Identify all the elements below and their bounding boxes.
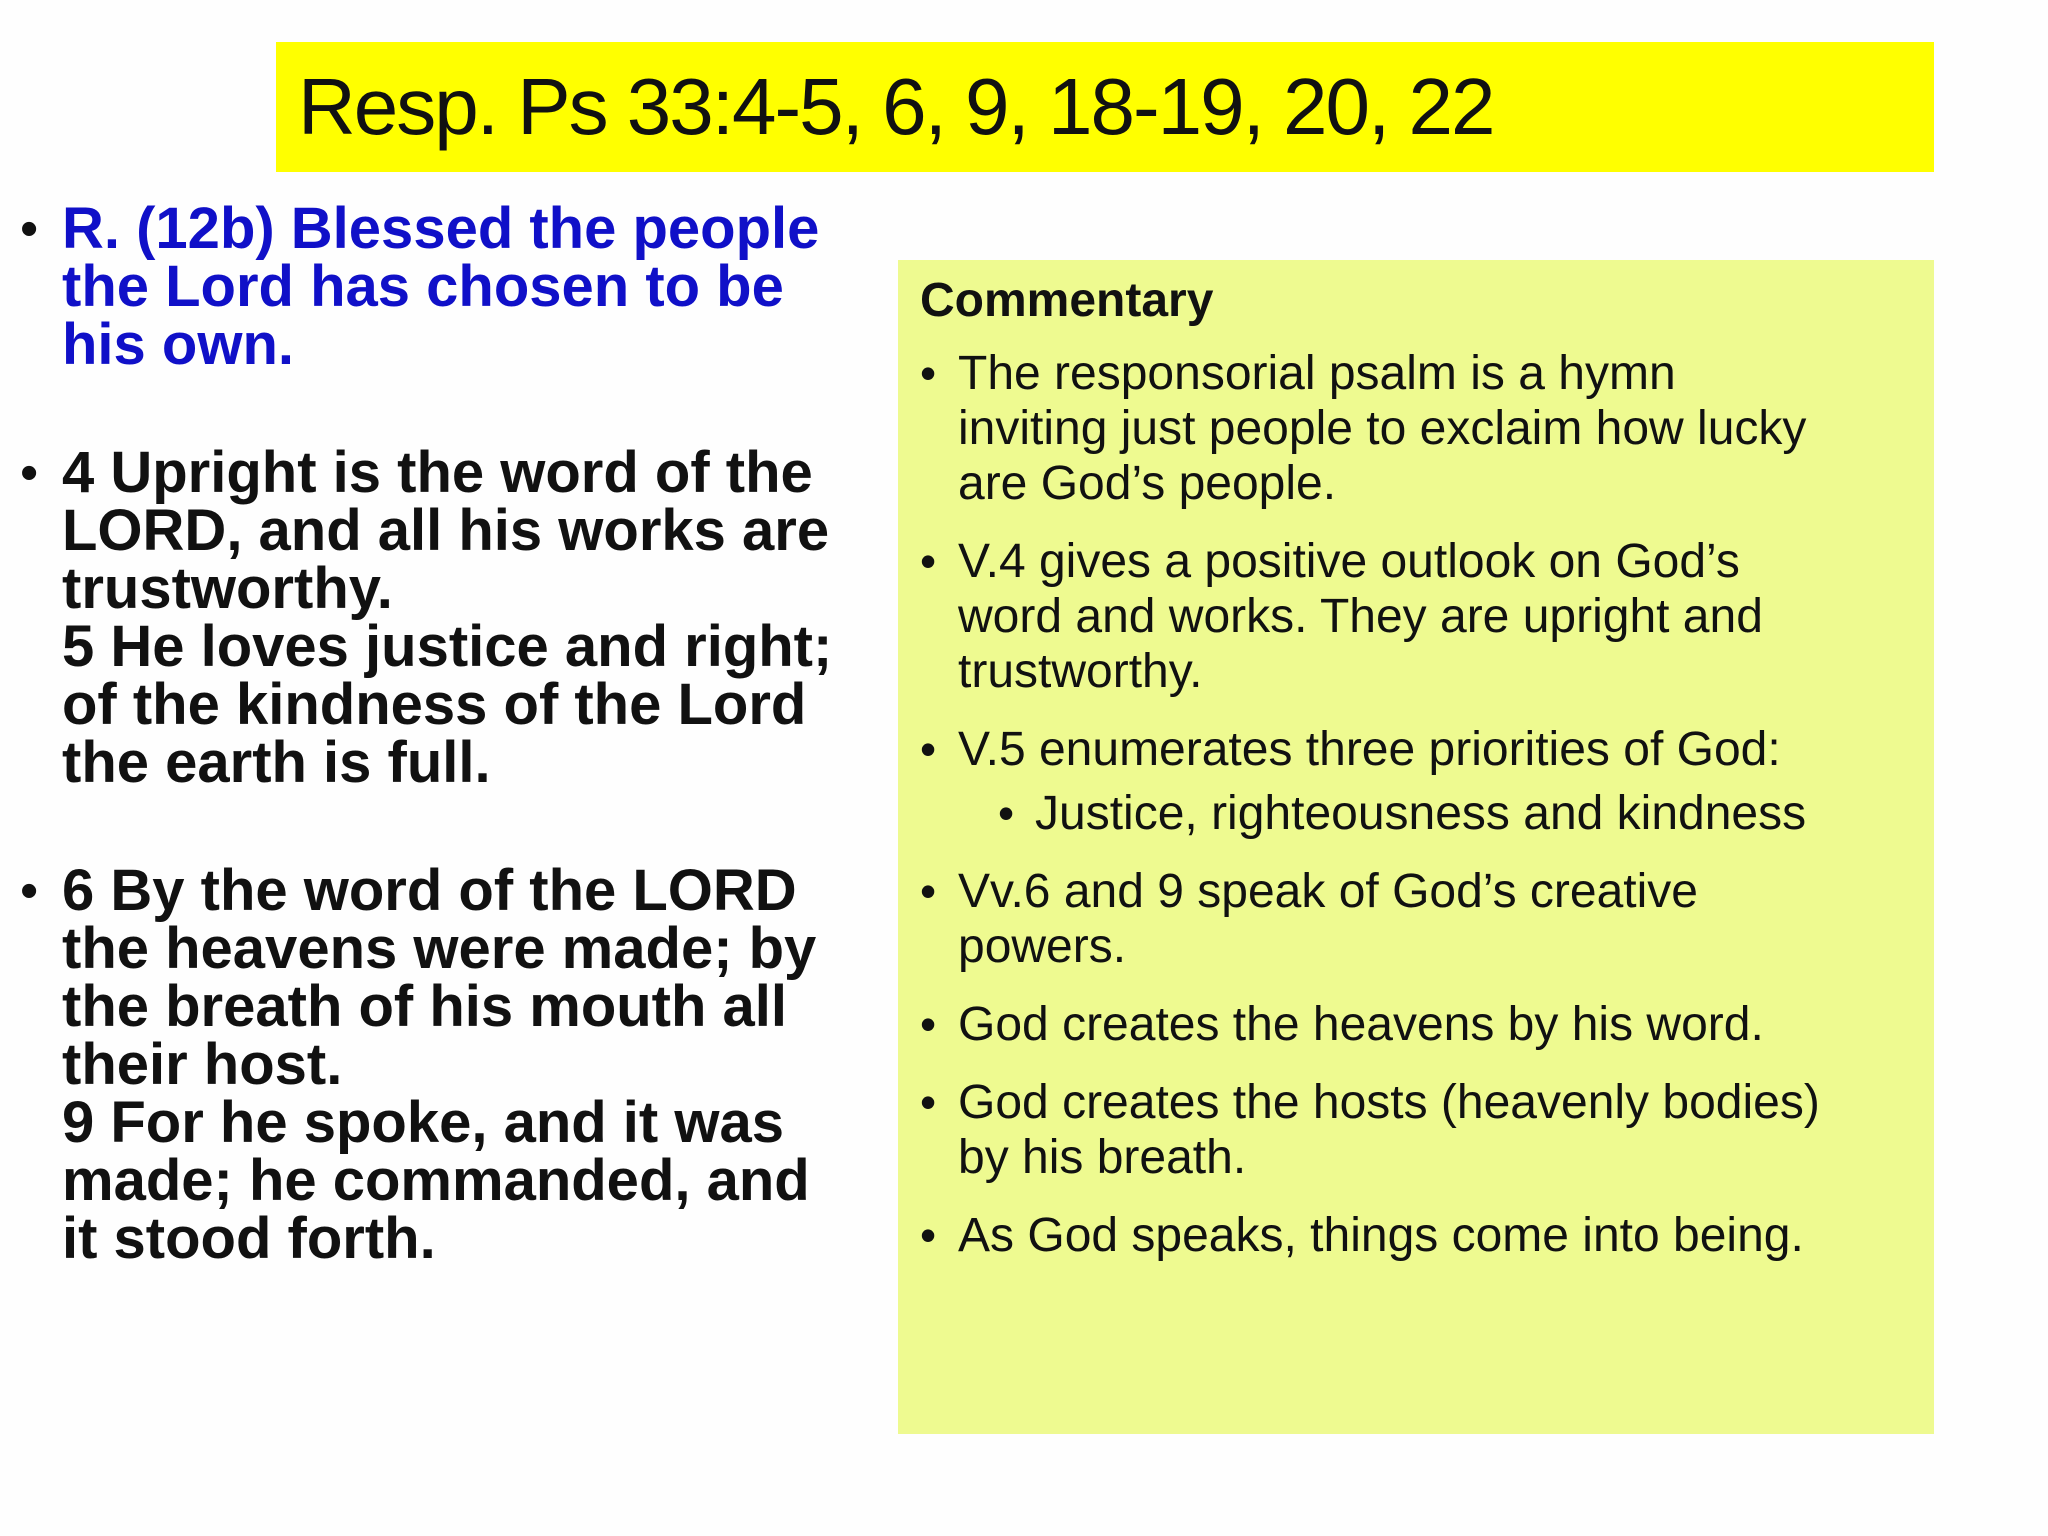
- bullet-icon: •: [20, 200, 39, 258]
- verse-line: made; he commanded, and: [62, 1148, 810, 1213]
- commentary-item: [920, 722, 1914, 777]
- verse-line: the earth is full.: [62, 730, 491, 795]
- commentary-line: As God speaks, things come into being.: [958, 1209, 1804, 1262]
- verse-line: their host.: [62, 1032, 343, 1097]
- refrain-line: the Lord has chosen to be: [62, 254, 784, 319]
- commentary-line: trustworthy.: [958, 645, 1203, 698]
- title-bar: [276, 42, 1934, 172]
- bullet-icon: •: [920, 347, 937, 399]
- verses-4-5-item: [20, 440, 880, 795]
- verse-line: 5 He loves justice and right;: [62, 614, 833, 679]
- commentary-item: [920, 346, 1914, 511]
- commentary-item: [920, 997, 1914, 1052]
- commentary-line: God creates the heavens by his word.: [958, 998, 1764, 1051]
- verse-line: the breath of his mouth all: [62, 974, 788, 1039]
- commentary-line: powers.: [958, 920, 1127, 973]
- bullet-icon: •: [920, 998, 937, 1050]
- commentary-box: [898, 260, 1934, 1434]
- verse-line: the heavens were made; by: [62, 916, 817, 981]
- commentary-line: The responsorial psalm is a hymn: [958, 347, 1676, 400]
- commentary-line: V.5 enumerates three priorities of God:: [958, 723, 1781, 776]
- verse-line: trustworthy.: [62, 556, 393, 621]
- commentary-line: inviting just people to exclaim how lucky: [958, 402, 1807, 455]
- bullet-icon: •: [20, 444, 39, 502]
- commentary-item: [920, 864, 1914, 974]
- bullet-icon: •: [20, 862, 39, 920]
- slide-title: Resp. Ps 33:4-5, 6, 9, 18-19, 20, 22: [298, 62, 1494, 151]
- verse-line: it stood forth.: [62, 1206, 436, 1271]
- commentary-line: Justice, righteousness and kindness: [1035, 787, 1807, 840]
- verse-line: LORD, and all his works are: [62, 498, 830, 563]
- commentary-item: [920, 1075, 1914, 1185]
- bullet-icon: •: [920, 1076, 937, 1128]
- verse-line: 6 By the word of the LORD: [62, 858, 797, 923]
- commentary-line: God creates the hosts (heavenly bodies): [958, 1076, 1820, 1129]
- commentary-heading: Commentary: [920, 274, 1214, 327]
- refrain-line: R. (12b) Blessed the people: [62, 196, 820, 261]
- bullet-icon: •: [920, 535, 937, 587]
- commentary-line: V.4 gives a positive outlook on God’s: [958, 535, 1740, 588]
- verses-6-9-item: [20, 858, 880, 1271]
- bullet-icon: •: [920, 1209, 937, 1261]
- refrain-line: his own.: [62, 312, 294, 377]
- commentary-item: [920, 1208, 1914, 1263]
- verse-line: 9 For he spoke, and it was: [62, 1090, 784, 1155]
- bullet-icon: •: [998, 787, 1015, 839]
- commentary-line: are God’s people.: [958, 457, 1337, 510]
- verse-line: 4 Upright is the word of the: [62, 440, 813, 505]
- verse-line: of the kindness of the Lord: [62, 672, 807, 737]
- commentary-subitem: [920, 786, 1914, 841]
- bullet-icon: •: [920, 723, 937, 775]
- psalm-verses: [20, 196, 880, 1338]
- bullet-icon: •: [920, 865, 937, 917]
- commentary-item: [920, 534, 1914, 699]
- commentary-line: by his breath.: [958, 1131, 1247, 1184]
- commentary-line: Vv.6 and 9 speak of God’s creative: [958, 865, 1698, 918]
- refrain-item: [20, 196, 880, 377]
- commentary-line: word and works. They are upright and: [958, 590, 1763, 643]
